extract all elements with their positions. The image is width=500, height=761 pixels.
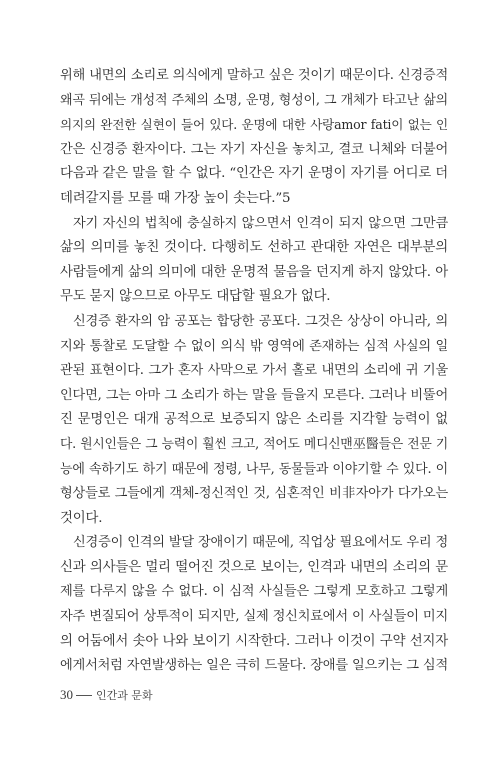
text-line: 의 어둠에서 솟아 나와 보이기 시작한다. 그러나 이것이 구약 선지자 (60, 633, 448, 649)
text-line: 제를 다루지 않을 수 없다. 이 심적 사실들은 그렇게 모호하고 그렇게 (60, 584, 448, 600)
text-line: 데려갈지를 모를 때 가장 높이 솟는다.”5 (60, 190, 291, 206)
text-line: 삶의 의미를 놓친 것이다. 다행히도 선하고 관대한 자연은 대부분의 (60, 240, 448, 256)
text-line: 신과 의사들은 멀리 떨어진 것으로 보이는, 인격과 내면의 소리의 문 (60, 559, 448, 575)
text-line: 지와 통찰로 도달할 수 없이 의식 밖 영역에 존재하는 심적 사실의 일 (60, 338, 448, 354)
text-line: 사람들에게 삶의 의미에 대한 운명적 물음을 던지게 하지 않았다. 아 (60, 264, 448, 280)
text-line: 간은 신경증 환자이다. 그는 자기 자신을 놓치고, 결코 니체와 더불어 (60, 141, 448, 157)
page-footer (60, 687, 153, 703)
footer-dash (76, 695, 92, 696)
text-line: 자주 변질되어 상투적이 되지만, 실제 정신치료에서 이 사실들이 미지 (60, 609, 448, 625)
text-line: 능에 속하기도 하기 때문에 정령, 나무, 동물들과 이야기할 수 있다. 이 (60, 461, 448, 477)
text-line: 다음과 같은 말을 할 수 없다. “인간은 자기 운명이 자기를 어디로 더 (60, 166, 448, 182)
text-line: 무도 묻지 않으므로 아무도 대답할 필요가 없다. (60, 289, 331, 305)
text-line: 에게서처럼 자연발생하는 일은 극히 드물다. 장애를 일으키는 그 심적 (60, 658, 448, 674)
text-line: 다. 원시인들은 그 능력이 훨씬 크고, 적어도 메디신맨巫醫들은 전문 기 (60, 436, 448, 452)
text-line: 왜곡 뒤에는 개성적 주체의 소명, 운명, 형성이, 그 개체가 타고난 삶의 (60, 92, 448, 108)
text-line: 의지의 완전한 실현이 들어 있다. 운명에 대한 사랑amor fati이 없는 인 (60, 117, 448, 133)
text-line: 신경증 환자의 암 공포는 합당한 공포다. 그것은 상상이 아니라, 의 (73, 313, 448, 329)
body-text (60, 64, 448, 679)
text-line: 자기 자신의 법칙에 충실하지 않으면서 인격이 되지 않으면 그만큼 (73, 215, 448, 231)
text-line: 진 문명인은 대개 공적으로 보증되지 않은 소리를 지각할 능력이 없 (60, 412, 448, 428)
text-line: 신경증이 인격의 발달 장애이기 때문에, 직업상 필요에서도 우리 정 (73, 535, 448, 551)
text-line: 것이다. (60, 510, 103, 526)
running-title: 인간과 문화 (96, 689, 153, 702)
text-line: 인다면, 그는 아마 그 소리가 하는 말을 들을지 모른다. 그러나 비뚤어 (60, 387, 448, 403)
text-line: 형상들로 그들에게 객체-정신적인 것, 심혼적인 비非자아가 다가오는 (60, 486, 448, 502)
page-number: 30 (60, 687, 73, 702)
text-line: 위해 내면의 소리로 의식에게 말하고 싶은 것이기 때문이다. 신경증적 (60, 68, 448, 83)
text-line: 관된 표현이다. 그가 혼자 사막으로 가서 홀로 내면의 소리에 귀 기울 (60, 363, 448, 379)
